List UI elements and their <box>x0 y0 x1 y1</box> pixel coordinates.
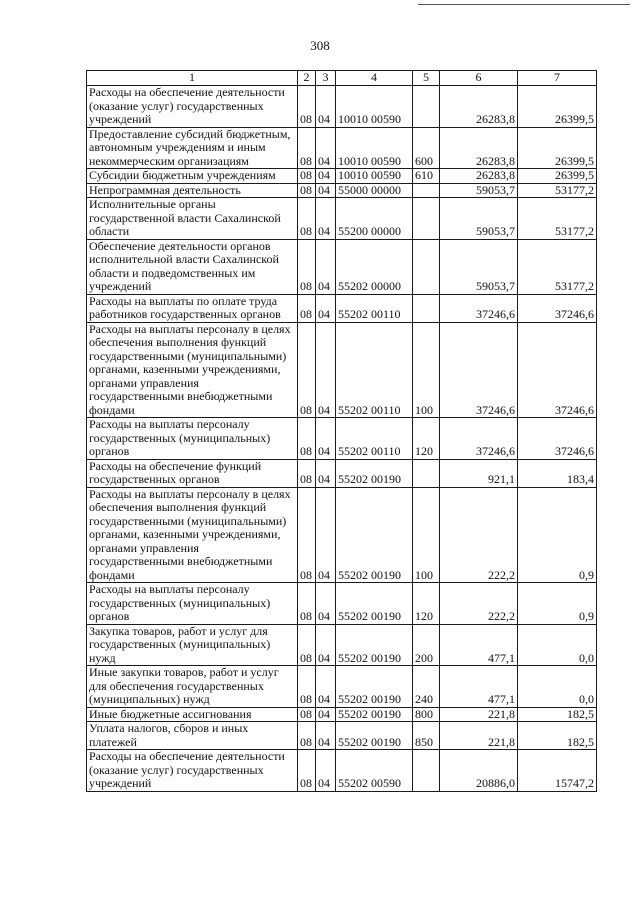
row-amount-year2: 0,0 <box>518 624 597 666</box>
row-amount-year1: 26283,8 <box>440 169 518 184</box>
row-subsection: 04 <box>316 459 336 487</box>
row-amount-year2: 26399,5 <box>518 86 597 128</box>
row-expense-type: 200 <box>413 624 440 666</box>
row-amount-year1: 921,1 <box>440 459 518 487</box>
row-target-article: 55202 00110 <box>336 418 413 460</box>
row-amount-year2: 37246,6 <box>518 322 597 418</box>
row-name: Расходы на обеспечение деятельности (оказание услуг) государственных учреждений <box>87 750 298 792</box>
row-subsection: 04 <box>316 198 336 240</box>
table-row <box>87 294 597 322</box>
row-amount-year1: 477,1 <box>440 666 518 708</box>
row-name: Непрограммная деятельность <box>87 183 298 198</box>
row-subsection: 04 <box>316 583 336 625</box>
row-amount-year1: 37246,6 <box>440 322 518 418</box>
row-expense-type: 610 <box>413 169 440 184</box>
row-subsection: 04 <box>316 239 336 294</box>
row-section: 08 <box>298 294 316 322</box>
row-amount-year2: 53177,2 <box>518 239 597 294</box>
row-section: 08 <box>298 198 316 240</box>
table-row <box>87 322 597 418</box>
row-subsection: 04 <box>316 418 336 460</box>
row-target-article: 55202 00190 <box>336 459 413 487</box>
row-amount-year2: 183,4 <box>518 459 597 487</box>
row-target-article: 55202 00190 <box>336 624 413 666</box>
row-subsection: 04 <box>316 750 336 792</box>
row-amount-year2: 0,9 <box>518 487 597 583</box>
row-target-article: 10010 00590 <box>336 127 413 169</box>
budget-table <box>86 70 597 792</box>
row-name: Иные бюджетные ассигнования <box>87 707 298 722</box>
row-name: Расходы на выплаты персоналу в целях обеспечения выполнения функций государственными (муниципальными) органами, казенными учреждениями, органами управления государственными внебюджетными фондами <box>87 487 298 583</box>
table-row <box>87 239 597 294</box>
row-target-article: 55202 00590 <box>336 750 413 792</box>
row-target-article: 55202 00110 <box>336 294 413 322</box>
row-name: Исполнительные органы государственной власти Сахалинской области <box>87 198 298 240</box>
row-section: 08 <box>298 322 316 418</box>
row-name: Расходы на выплаты персоналу в целях обеспечения выполнения функций государственными (муниципальными) органами, казенными учреждениями, органами управления государственными внебюджетными фондами <box>87 322 298 418</box>
row-amount-year2: 0,9 <box>518 583 597 625</box>
table-row <box>87 459 597 487</box>
row-target-article: 55000 00000 <box>336 183 413 198</box>
row-amount-year2: 26399,5 <box>518 127 597 169</box>
row-expense-type: 600 <box>413 127 440 169</box>
row-section: 08 <box>298 418 316 460</box>
row-amount-year1: 222,2 <box>440 487 518 583</box>
row-section: 08 <box>298 624 316 666</box>
row-amount-year2: 53177,2 <box>518 183 597 198</box>
row-target-article: 55202 00000 <box>336 239 413 294</box>
row-target-article: 55202 00190 <box>336 707 413 722</box>
row-target-article: 55202 00110 <box>336 322 413 418</box>
row-expense-type <box>413 239 440 294</box>
row-amount-year2: 53177,2 <box>518 198 597 240</box>
row-expense-type <box>413 183 440 198</box>
row-expense-type: 850 <box>413 722 440 750</box>
row-name: Уплата налогов, сборов и иных платежей <box>87 722 298 750</box>
table-row <box>87 183 597 198</box>
row-expense-type <box>413 198 440 240</box>
row-target-article: 55200 00000 <box>336 198 413 240</box>
row-section: 08 <box>298 487 316 583</box>
table-row <box>87 418 597 460</box>
row-name: Расходы на выплаты персоналу государственных (муниципальных) органов <box>87 583 298 625</box>
row-expense-type <box>413 750 440 792</box>
row-name: Субсидии бюджетным учреждениям <box>87 169 298 184</box>
table-row <box>87 750 597 792</box>
row-target-article: 10010 00590 <box>336 86 413 128</box>
row-amount-year2: 37246,6 <box>518 418 597 460</box>
row-target-article: 10010 00590 <box>336 169 413 184</box>
row-amount-year2: 182,5 <box>518 707 597 722</box>
row-subsection: 04 <box>316 666 336 708</box>
row-amount-year1: 221,8 <box>440 707 518 722</box>
row-target-article: 55202 00190 <box>336 487 413 583</box>
column-header: 1 <box>87 71 298 86</box>
row-section: 08 <box>298 183 316 198</box>
table-row <box>87 86 597 128</box>
row-name: Иные закупки товаров, работ и услуг для обеспечения государственных (муниципальных) нужд <box>87 666 298 708</box>
row-section: 08 <box>298 239 316 294</box>
row-section: 08 <box>298 459 316 487</box>
row-name: Закупка товаров, работ и услуг для государственных (муниципальных) нужд <box>87 624 298 666</box>
column-header: 2 <box>298 71 316 86</box>
row-amount-year2: 26399,5 <box>518 169 597 184</box>
row-name: Обеспечение деятельности органов исполнительной власти Сахалинской области и подведомственных им учреждений <box>87 239 298 294</box>
table-row <box>87 169 597 184</box>
table-row <box>87 583 597 625</box>
row-expense-type: 240 <box>413 666 440 708</box>
row-amount-year2: 15747,2 <box>518 750 597 792</box>
page-number: 308 <box>310 38 330 53</box>
row-subsection: 04 <box>316 294 336 322</box>
header-row <box>87 71 597 86</box>
row-amount-year1: 59053,7 <box>440 198 518 240</box>
row-amount-year2: 0,0 <box>518 666 597 708</box>
row-amount-year1: 477,1 <box>440 624 518 666</box>
column-header: 4 <box>336 71 413 86</box>
row-section: 08 <box>298 666 316 708</box>
row-section: 08 <box>298 707 316 722</box>
row-expense-type: 100 <box>413 487 440 583</box>
column-header: 3 <box>316 71 336 86</box>
row-subsection: 04 <box>316 183 336 198</box>
row-expense-type: 100 <box>413 322 440 418</box>
row-subsection: 04 <box>316 707 336 722</box>
row-amount-year1: 20886,0 <box>440 750 518 792</box>
row-section: 08 <box>298 583 316 625</box>
table-row <box>87 198 597 240</box>
row-subsection: 04 <box>316 322 336 418</box>
row-subsection: 04 <box>316 722 336 750</box>
row-amount-year1: 59053,7 <box>440 183 518 198</box>
row-amount-year1: 26283,8 <box>440 86 518 128</box>
table-row <box>87 722 597 750</box>
row-expense-type: 120 <box>413 418 440 460</box>
row-expense-type <box>413 86 440 128</box>
row-target-article: 55202 00190 <box>336 666 413 708</box>
row-amount-year1: 37246,6 <box>440 294 518 322</box>
table-row <box>87 624 597 666</box>
row-amount-year2: 37246,6 <box>518 294 597 322</box>
row-target-article: 55202 00190 <box>336 583 413 625</box>
scan-artifact-line <box>418 4 630 5</box>
row-expense-type: 120 <box>413 583 440 625</box>
table-body <box>87 86 597 792</box>
row-amount-year1: 222,2 <box>440 583 518 625</box>
row-name: Предоставление субсидий бюджетным, автономным учреждениям и иным некоммерческим организациям <box>87 127 298 169</box>
row-amount-year1: 26283,8 <box>440 127 518 169</box>
row-amount-year1: 221,8 <box>440 722 518 750</box>
column-header: 5 <box>413 71 440 86</box>
row-section: 08 <box>298 86 316 128</box>
row-subsection: 04 <box>316 624 336 666</box>
row-name: Расходы на обеспечение деятельности (оказание услуг) государственных учреждений <box>87 86 298 128</box>
row-subsection: 04 <box>316 86 336 128</box>
row-amount-year1: 59053,7 <box>440 239 518 294</box>
table-row <box>87 707 597 722</box>
row-target-article: 55202 00190 <box>336 722 413 750</box>
table-row <box>87 666 597 708</box>
row-expense-type <box>413 459 440 487</box>
row-name: Расходы на выплаты по оплате труда работников государственных органов <box>87 294 298 322</box>
row-section: 08 <box>298 169 316 184</box>
row-expense-type: 800 <box>413 707 440 722</box>
row-amount-year2: 182,5 <box>518 722 597 750</box>
row-section: 08 <box>298 722 316 750</box>
row-name: Расходы на обеспечение функций государственных органов <box>87 459 298 487</box>
table-row <box>87 487 597 583</box>
table-row <box>87 127 597 169</box>
column-header: 7 <box>518 71 597 86</box>
row-subsection: 04 <box>316 487 336 583</box>
column-header: 6 <box>440 71 518 86</box>
row-subsection: 04 <box>316 127 336 169</box>
row-subsection: 04 <box>316 169 336 184</box>
row-expense-type <box>413 294 440 322</box>
row-amount-year1: 37246,6 <box>440 418 518 460</box>
row-section: 08 <box>298 127 316 169</box>
row-section: 08 <box>298 750 316 792</box>
row-name: Расходы на выплаты персоналу государственных (муниципальных) органов <box>87 418 298 460</box>
